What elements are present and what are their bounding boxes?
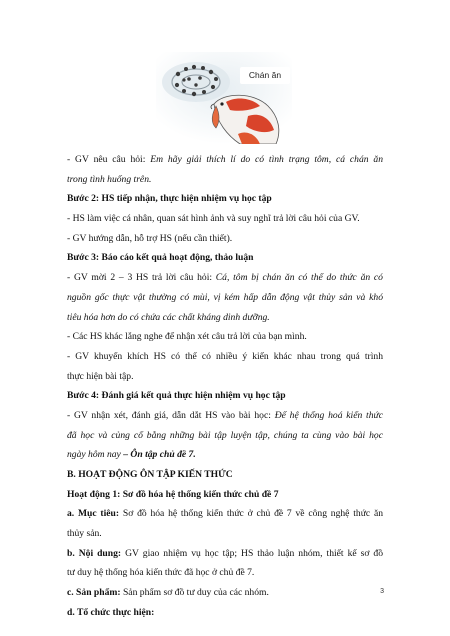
text-line xyxy=(67,170,383,190)
text-segment: - GV nêu câu hỏi: xyxy=(67,154,151,165)
text-line xyxy=(67,485,383,505)
text-segment: Bước 4: Đánh giá kết quả thực hiện nhiệm vụ học tập xyxy=(67,390,286,402)
text-segment: - GV khuyến khích HS có thể có nhiều ý kiến khác nhau trong quá trình xyxy=(67,350,383,362)
text-segment: thực hiện bài tập. xyxy=(67,370,134,382)
text-segment: c. Sản phẩm: xyxy=(67,587,121,599)
text-segment: – Ôn tập chủ đề 7. xyxy=(120,449,196,461)
text-segment: tiêu hóa hơn do có chứa các chất kháng dinh dưỡng. xyxy=(67,311,270,323)
text-line xyxy=(67,150,383,170)
text-line xyxy=(67,583,383,603)
text-line xyxy=(67,248,383,268)
text-line xyxy=(67,308,383,328)
text-segment: tư duy hệ thống hóa kiến thức đã học ở chủ đề 7. xyxy=(67,567,255,579)
text-line xyxy=(67,465,383,485)
koi-fish-illustration xyxy=(156,52,292,144)
text-line xyxy=(67,209,383,229)
text-line xyxy=(67,426,383,446)
text-segment: trong tình huống trên. xyxy=(67,173,152,185)
text-segment: đã học và củng cố bằng những bài tập luyện tập, chúng ta cùng vào bài học xyxy=(67,429,383,441)
text-segment: - Các HS khác lắng nghe để nhận xét câu trả lời của bạn mình. xyxy=(67,331,307,343)
document-body xyxy=(67,150,383,623)
text-segment: - GV mời 2 – 3 HS trả lời câu hỏi: xyxy=(67,272,216,284)
text-line xyxy=(67,524,383,544)
text-segment: a. Mục tiêu: xyxy=(67,508,120,520)
text-segment: thủy sản. xyxy=(67,528,102,540)
text-line xyxy=(67,189,383,209)
text-line xyxy=(67,229,383,249)
text-segment: nguồn gốc thực vật thường có mùi, vị kém hấp dẫn động vật thủy sản và khó xyxy=(67,291,383,303)
text-line xyxy=(67,268,383,288)
text-line xyxy=(67,563,383,583)
text-segment: - GV nhận xét, đánh giá, dẫn dắt HS vào bài học: xyxy=(67,409,275,421)
text-line xyxy=(67,603,383,623)
text-line xyxy=(67,445,383,465)
text-segment: Để hệ thống hoá kiến thức xyxy=(274,409,383,421)
text-segment: Bước 2: HS tiếp nhận, thực hiện nhiệm vụ học tập xyxy=(67,193,272,205)
figure-caption: Chán ăn xyxy=(240,67,290,84)
text-segment: Hoạt động 1: Sơ đồ hóa hệ thống kiến thức chủ đề 7 xyxy=(67,488,279,500)
text-segment: ngày hôm nay xyxy=(67,449,121,461)
text-line xyxy=(67,288,383,308)
text-segment: Em hãy giải thích lí do có tình trạng tôm, cá chán ăn xyxy=(150,154,383,165)
text-segment: Sơ đồ hóa hệ thống kiến thức ở chủ đề 7 về công nghệ thức ăn xyxy=(119,508,383,520)
text-line xyxy=(67,367,383,387)
text-segment: d. Tổ chức thực hiện: xyxy=(67,606,155,618)
text-segment: B. HOẠT ĐỘNG ÔN TẬP KIẾN THỨC xyxy=(67,469,233,480)
text-segment: GV giao nhiệm vụ học tập; HS thảo luận nhóm, thiết kế sơ đồ xyxy=(121,547,384,559)
text-segment: - GV hướng dẫn, hỗ trợ HS (nếu cần thiết). xyxy=(67,232,233,244)
text-segment: Cá, tôm bị chán ăn có thể do thức ăn có xyxy=(215,272,383,284)
text-segment: b. Nội dung: xyxy=(67,547,122,559)
text-line xyxy=(67,406,383,426)
text-line xyxy=(67,347,383,367)
text-line xyxy=(67,386,383,406)
text-line xyxy=(67,504,383,524)
text-segment: Sản phẩm sơ đồ tư duy của các nhóm. xyxy=(120,587,269,599)
text-segment: Bước 3: Báo cáo kết quả hoạt động, thảo luận xyxy=(67,252,254,264)
page-number: 3 xyxy=(380,588,384,595)
text-segment: - HS làm việc cá nhân, quan sát hình ảnh và suy nghĩ trả lời câu hỏi của GV. xyxy=(67,213,360,225)
text-line xyxy=(67,544,383,564)
text-line xyxy=(67,327,383,347)
